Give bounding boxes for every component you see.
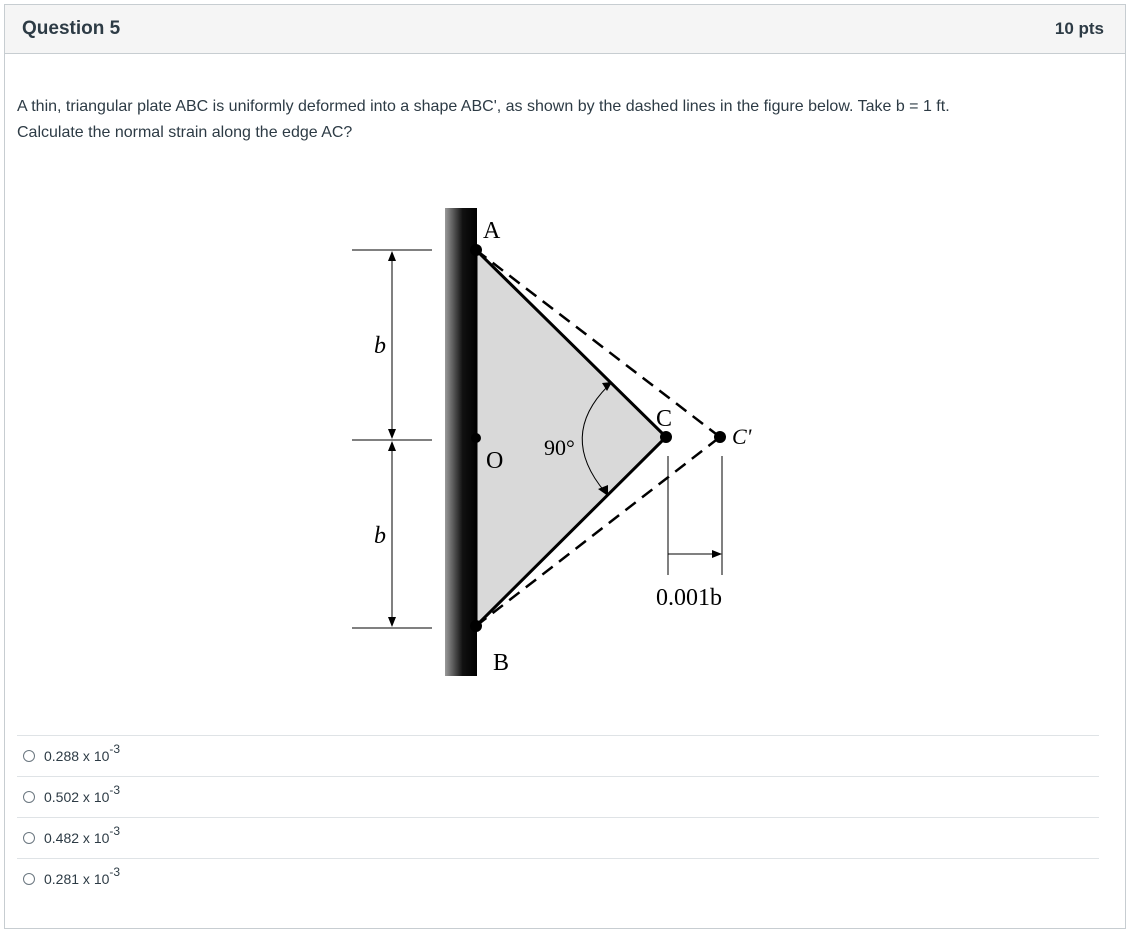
point-c bbox=[660, 431, 672, 443]
question-points: 10 pts bbox=[1054, 19, 1104, 38]
radio-button[interactable] bbox=[23, 873, 35, 885]
point-c-prime bbox=[714, 431, 726, 443]
question-text bbox=[17, 94, 1107, 146]
point-a bbox=[470, 244, 482, 256]
label-angle: 90° bbox=[544, 435, 575, 460]
label-b-lower: b bbox=[374, 523, 386, 549]
label-b: B bbox=[493, 650, 510, 676]
point-b bbox=[470, 620, 482, 632]
label-c-prime: C' bbox=[732, 424, 752, 449]
answer-option-2[interactable] bbox=[17, 776, 1099, 817]
answer-option-3[interactable] bbox=[17, 817, 1099, 858]
radio-button[interactable] bbox=[23, 791, 35, 803]
question-title: Question 5 bbox=[22, 18, 121, 39]
answer-option-1[interactable] bbox=[17, 735, 1099, 776]
answer-text: 0.281 x 10 bbox=[44, 871, 110, 887]
answer-option-4[interactable] bbox=[17, 858, 1099, 899]
answer-exponent: -3 bbox=[109, 742, 121, 756]
answer-text: 0.502 x 10 bbox=[44, 789, 110, 805]
answer-list bbox=[17, 735, 1099, 899]
label-a: A bbox=[483, 218, 501, 244]
label-c: C bbox=[656, 406, 673, 432]
answer-exponent: -3 bbox=[109, 783, 121, 797]
answer-exponent: -3 bbox=[109, 824, 121, 838]
triangle-plate-figure bbox=[340, 200, 780, 695]
label-b-upper: b bbox=[374, 333, 386, 359]
label-o: O bbox=[486, 448, 504, 474]
radio-button[interactable] bbox=[23, 832, 35, 844]
answer-text: 0.482 x 10 bbox=[44, 830, 110, 846]
point-o bbox=[471, 433, 481, 443]
question-text-line-1: A thin, triangular plate ABC is uniformly deformed into a shape ABC', as shown by the dashed lines in the figure below. Take b = 1 ft. bbox=[17, 98, 950, 115]
answer-text: 0.288 x 10 bbox=[44, 748, 110, 764]
question-text-line-2: Calculate the normal strain along the edge AC? bbox=[17, 124, 353, 141]
answer-exponent: -3 bbox=[109, 865, 121, 879]
question-header bbox=[5, 5, 1125, 54]
label-displacement: 0.001b bbox=[656, 585, 722, 611]
fixed-wall bbox=[445, 208, 477, 676]
radio-button[interactable] bbox=[23, 750, 35, 762]
